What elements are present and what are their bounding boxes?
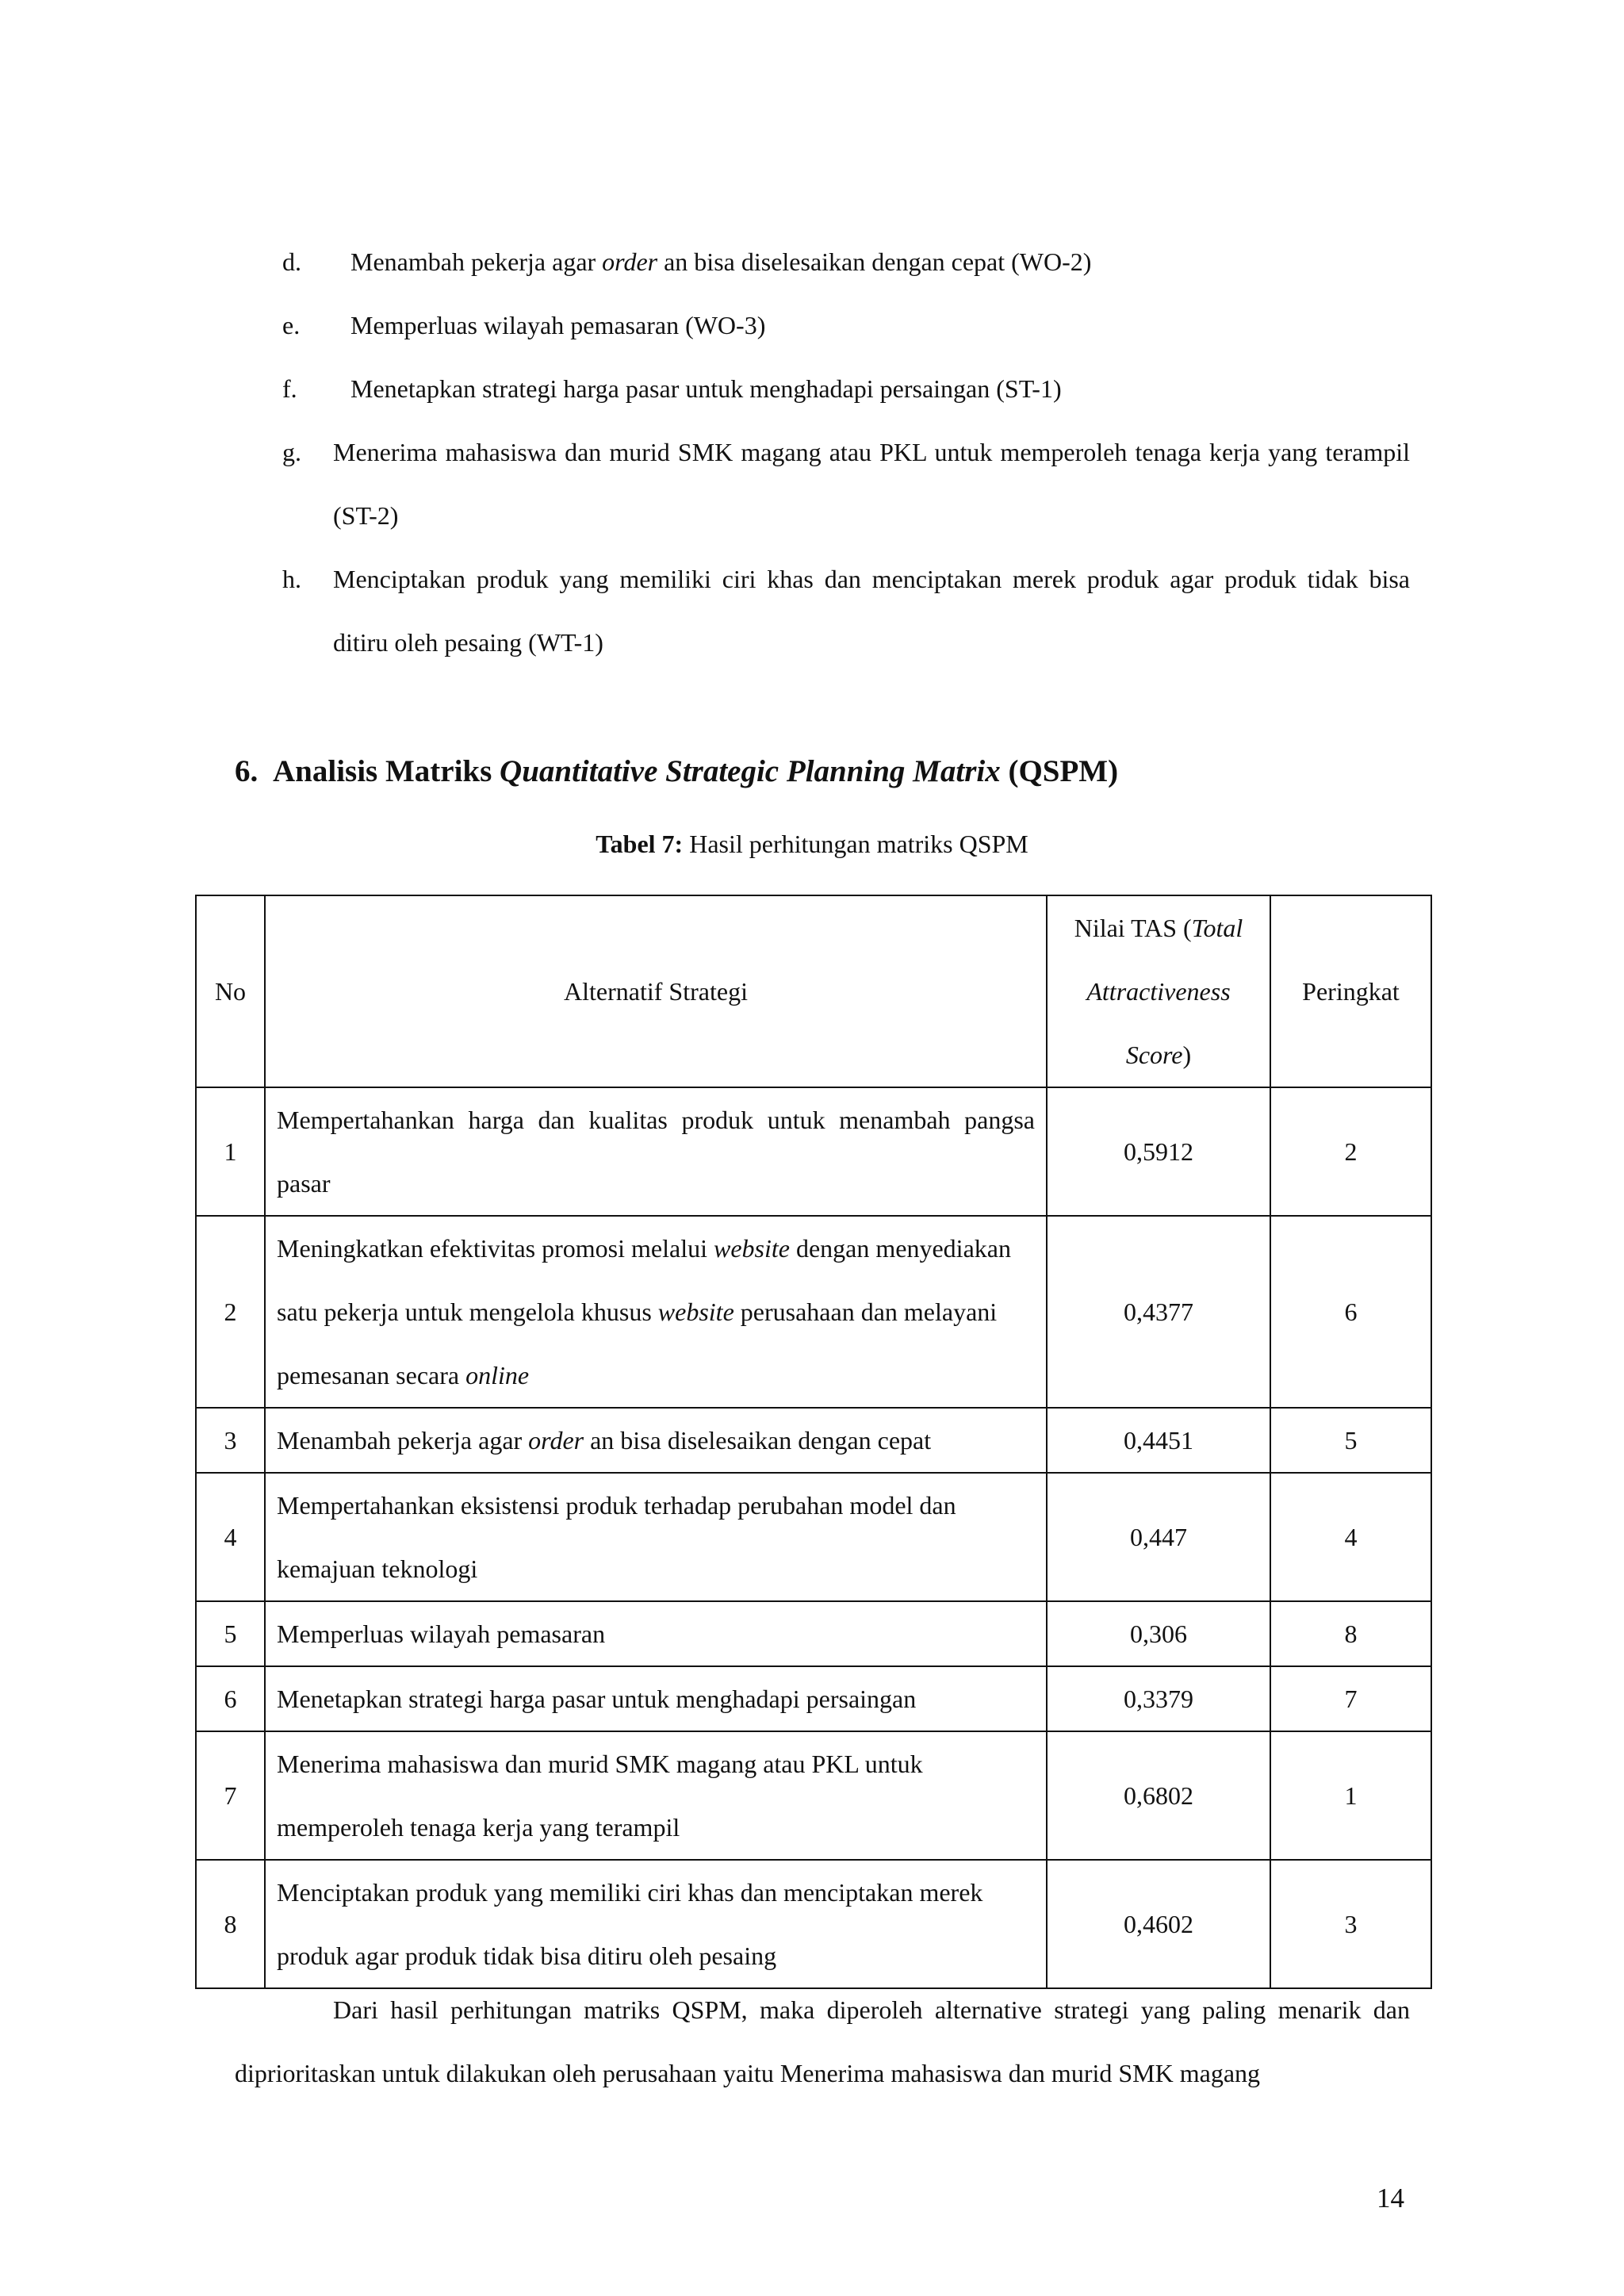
cell-no: 2: [196, 1216, 265, 1408]
cell-strategy: Menerima mahasiswa dan murid SMK magang atau PKL untuk memperoleh tenaga kerja yang terampil: [265, 1731, 1047, 1860]
table-row: [196, 1216, 1431, 1408]
table-caption-label: Tabel 7:: [596, 830, 684, 858]
cell-tas: 0,5912: [1047, 1087, 1270, 1216]
cell-tas: 0,6802: [1047, 1731, 1270, 1860]
list-item-text: Menambah pekerja agar order an bisa diselesaikan dengan cepat (WO-2): [350, 247, 1092, 276]
cell-strategy: Mempertahankan harga dan kualitas produk untuk menambah pangsa pasar: [265, 1087, 1047, 1216]
cell-tas: 0,4602: [1047, 1860, 1270, 1988]
list-marker: d.: [282, 247, 301, 276]
table-row: [196, 1860, 1431, 1988]
list-item: [282, 547, 1410, 674]
cell-strategy: Meningkatkan efektivitas promosi melalui website dengan menyediakan satu pekerja untuk mengelola khusus website perusahaan dan melayani pemesanan secara online: [265, 1216, 1047, 1408]
header-tas: Nilai TAS (Total Attractiveness Score): [1047, 895, 1270, 1087]
list-marker: h.: [282, 565, 301, 593]
cell-no: 3: [196, 1408, 265, 1473]
list-item-text: Menetapkan strategi harga pasar untuk menghadapi persaingan (ST-1): [350, 374, 1062, 403]
list-marker: e.: [282, 311, 301, 339]
cell-strategy: Menetapkan strategi harga pasar untuk menghadapi persaingan: [265, 1666, 1047, 1731]
section-heading: 6. Analisis Matriks Quantitative Strategic Planning Matrix (QSPM): [235, 754, 1119, 788]
strategy-list: [282, 230, 1410, 674]
cell-no: 8: [196, 1860, 265, 1988]
cell-no: 4: [196, 1473, 265, 1601]
page-number: 14: [1377, 2183, 1404, 2214]
cell-rank: 3: [1270, 1860, 1431, 1988]
cell-strategy: Memperluas wilayah pemasaran: [265, 1601, 1047, 1666]
table-row: [196, 1666, 1431, 1731]
list-item: [282, 357, 1410, 420]
list-item-text: Memperluas wilayah pemasaran (WO-3): [350, 311, 766, 339]
table-row: [196, 1408, 1431, 1473]
body-paragraph: Dari hasil perhitungan matriks QSPM, maka diperoleh alternative strategi yang paling menarik dan diprioritaskan untuk dilakukan oleh perusahaan yaitu Menerima mahasiswa dan murid SMK magang: [235, 1995, 1410, 2087]
list-marker: g.: [282, 438, 301, 466]
cell-rank: 2: [1270, 1087, 1431, 1216]
list-item: [282, 420, 1410, 547]
cell-no: 6: [196, 1666, 265, 1731]
list-item-text: Menciptakan produk yang memiliki ciri khas dan menciptakan merek produk agar produk tidak bisa ditiru oleh pesaing (WT-1): [333, 565, 1410, 657]
header-rank: Peringkat: [1270, 895, 1431, 1087]
header-no: No: [196, 895, 265, 1087]
cell-tas: 0,447: [1047, 1473, 1270, 1601]
table-caption: [0, 830, 1624, 859]
qspm-table: [195, 895, 1432, 1989]
cell-tas: 0,3379: [1047, 1666, 1270, 1731]
cell-tas: 0,4377: [1047, 1216, 1270, 1408]
list-item: [282, 293, 1410, 357]
cell-tas: 0,306: [1047, 1601, 1270, 1666]
table-row: [196, 1473, 1431, 1601]
list-item: [282, 230, 1410, 293]
cell-rank: 4: [1270, 1473, 1431, 1601]
cell-no: 5: [196, 1601, 265, 1666]
cell-tas: 0,4451: [1047, 1408, 1270, 1473]
cell-strategy: Menambah pekerja agar order an bisa diselesaikan dengan cepat: [265, 1408, 1047, 1473]
cell-strategy: Mempertahankan eksistensi produk terhadap perubahan model dan kemajuan teknologi: [265, 1473, 1047, 1601]
table-row: [196, 1601, 1431, 1666]
section-number: 6.: [235, 754, 259, 788]
table-caption-text: Hasil perhitungan matriks QSPM: [683, 830, 1028, 858]
cell-rank: 7: [1270, 1666, 1431, 1731]
cell-rank: 1: [1270, 1731, 1431, 1860]
table-header-row: [196, 895, 1431, 1087]
cell-rank: 5: [1270, 1408, 1431, 1473]
cell-rank: 8: [1270, 1601, 1431, 1666]
cell-no: 1: [196, 1087, 265, 1216]
cell-strategy: Menciptakan produk yang memiliki ciri khas dan menciptakan merek produk agar produk tidak bisa ditiru oleh pesaing: [265, 1860, 1047, 1988]
list-item-text: Menerima mahasiswa dan murid SMK magang atau PKL untuk memperoleh tenaga kerja yang terampil (ST-2): [333, 438, 1410, 530]
table-row: [196, 1731, 1431, 1860]
header-strategy: Alternatif Strategi: [265, 895, 1047, 1087]
cell-no: 7: [196, 1731, 265, 1860]
list-marker: f.: [282, 374, 297, 403]
table-row: [196, 1087, 1431, 1216]
cell-rank: 6: [1270, 1216, 1431, 1408]
